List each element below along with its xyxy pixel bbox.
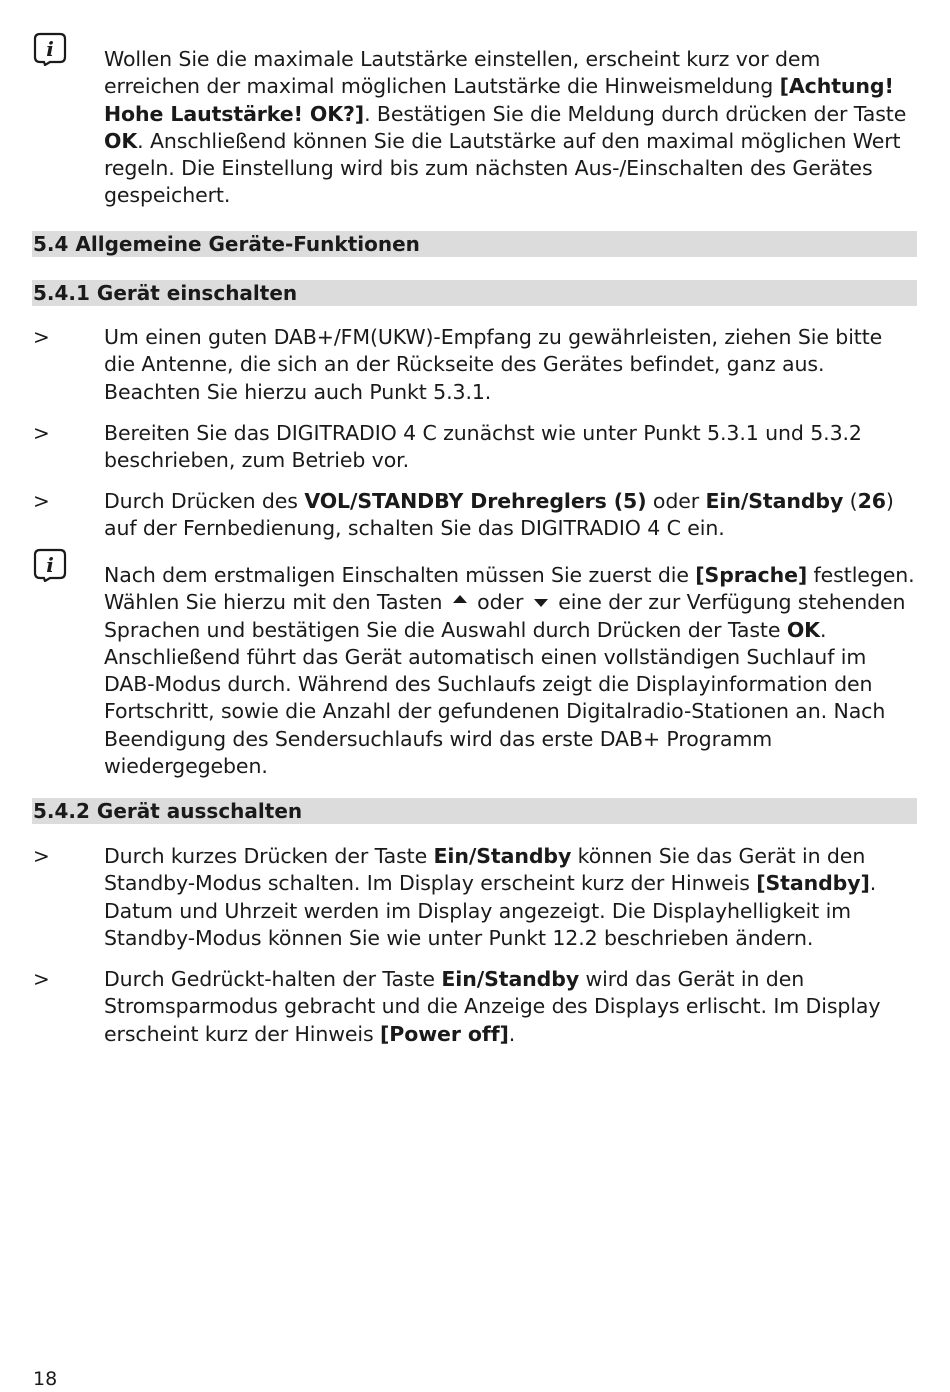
text-run: Nach dem erstmaligen Einschalten müssen Sie zuerst die [104,563,696,587]
text-run: festlegen. Wählen Sie hierzu mit den Tasten [104,563,915,615]
text-run: können Sie das Gerät in den Standby-Modus schalten. Im Display erscheint kurz der Hinweis [104,844,866,896]
arrow-down-icon [534,599,548,607]
svg-text:i: i [46,37,54,61]
bold-key: Ein/Standby [705,489,844,513]
bold-key: Ein/Standby [433,844,572,868]
arrow-up-icon [453,595,467,603]
step-prepare: Bereiten Sie das DIGITRADIO 4 C zunächst wie unter Punkt 5.3.1 und 5.3.2 beschrieben, zum Betrieb vor. [104,421,862,473]
text-run: Durch Gedrückt-halten der Taste [104,967,442,991]
step-power-off [104,966,916,1048]
text-run: . Datum und Uhrzeit werden im Display angezeigt. Die Displayhelligkeit im Standby-Modus können Sie wie unter Punkt 12.2 beschrieben ändern. [104,871,877,950]
text-run: . [508,1021,516,1046]
bold-key: Ein/Standby [441,967,580,991]
bold-key: OK [104,128,138,153]
info-icon [33,32,67,66]
info-icon [33,548,67,582]
text-run: . Anschließend können Sie die Lautstärke auf den maximal möglichen Wert regeln. Die Einstellung wird bis zum nächsten Aus-/Einschalten des Gerätes gespeichert. [104,128,901,208]
info-note-language [104,562,916,780]
section-heading-5-4: 5.4 Allgemeine Geräte-Funktionen [32,231,917,257]
text-run: wird das Gerät in den Stromsparmodus gebracht und die Anzeige des Displays erlischt. Im Display erscheint kurz der Hinweis [104,967,881,1046]
text-run: ) auf der Fernbedienung, schalten Sie das DIGITRADIO 4 C ein. [104,489,894,541]
bold-message: [Power off] [380,1021,509,1046]
step-antenna: Um einen guten DAB+/FM(UKW)-Empfang zu gewährleisten, ziehen Sie bitte die Antenne, die sich an der Rückseite des Gerätes befindet, ganz aus. Beachten Sie hierzu auch Punkt 5.3.1. [104,325,883,404]
text-run: . Bestätigen Sie die Meldung durch drücken der Taste [364,101,907,126]
text-run: Durch kurzes Drücken der Taste [104,844,434,868]
bold-key: 26 [857,489,886,513]
page-number: 18 [33,1368,58,1390]
bold-menu: [Sprache] [695,563,808,587]
bullet-marker: > [33,489,50,513]
text-run: eine der zur Verfügung stehenden Sprachen und bestätigen Sie die Auswahl durch Drücken der Taste [104,590,906,642]
bullet-marker: > [33,967,50,991]
text-run: oder [646,489,706,513]
section-heading-5-4-2: 5.4.2 Gerät ausschalten [32,798,917,824]
text-run: oder [470,590,530,615]
bullet-marker: > [33,421,50,445]
step-standby [104,843,916,952]
step-power-on [104,488,916,543]
text-run: Wollen Sie die maximale Lautstärke einstellen, erscheint kurz vor dem erreichen der maximal möglichen Lautstärke die Hinweismeldung [104,47,821,99]
bold-message: [Standby] [756,871,870,896]
bold-key: VOL/STANDBY Drehreglers (5) [304,489,647,513]
bold-key: OK [786,617,820,642]
text-run: ( [843,489,858,513]
bullet-marker: > [33,844,50,868]
text-run: Durch Drücken des [104,489,305,513]
bullet-marker: > [33,325,50,349]
info-note-volume [104,46,916,210]
text-run: . Anschließend führt das Gerät automatisch einen vollständigen Suchlauf im DAB-Modus durch. Während des Suchlaufs zeigt die Displayinformation den Fortschritt, sowie die Anzahl der gefundenen Digitalradio-Stationen an. Nach Beendigung des Sendersuchlaufs wird das erste DAB+ Programm wiedergegeben. [104,617,886,779]
bold-message: [Achtung! Hohe Lautstärke! OK?] [104,74,894,126]
svg-text:i: i [46,553,54,577]
section-heading-5-4-1: 5.4.1 Gerät einschalten [32,280,917,306]
